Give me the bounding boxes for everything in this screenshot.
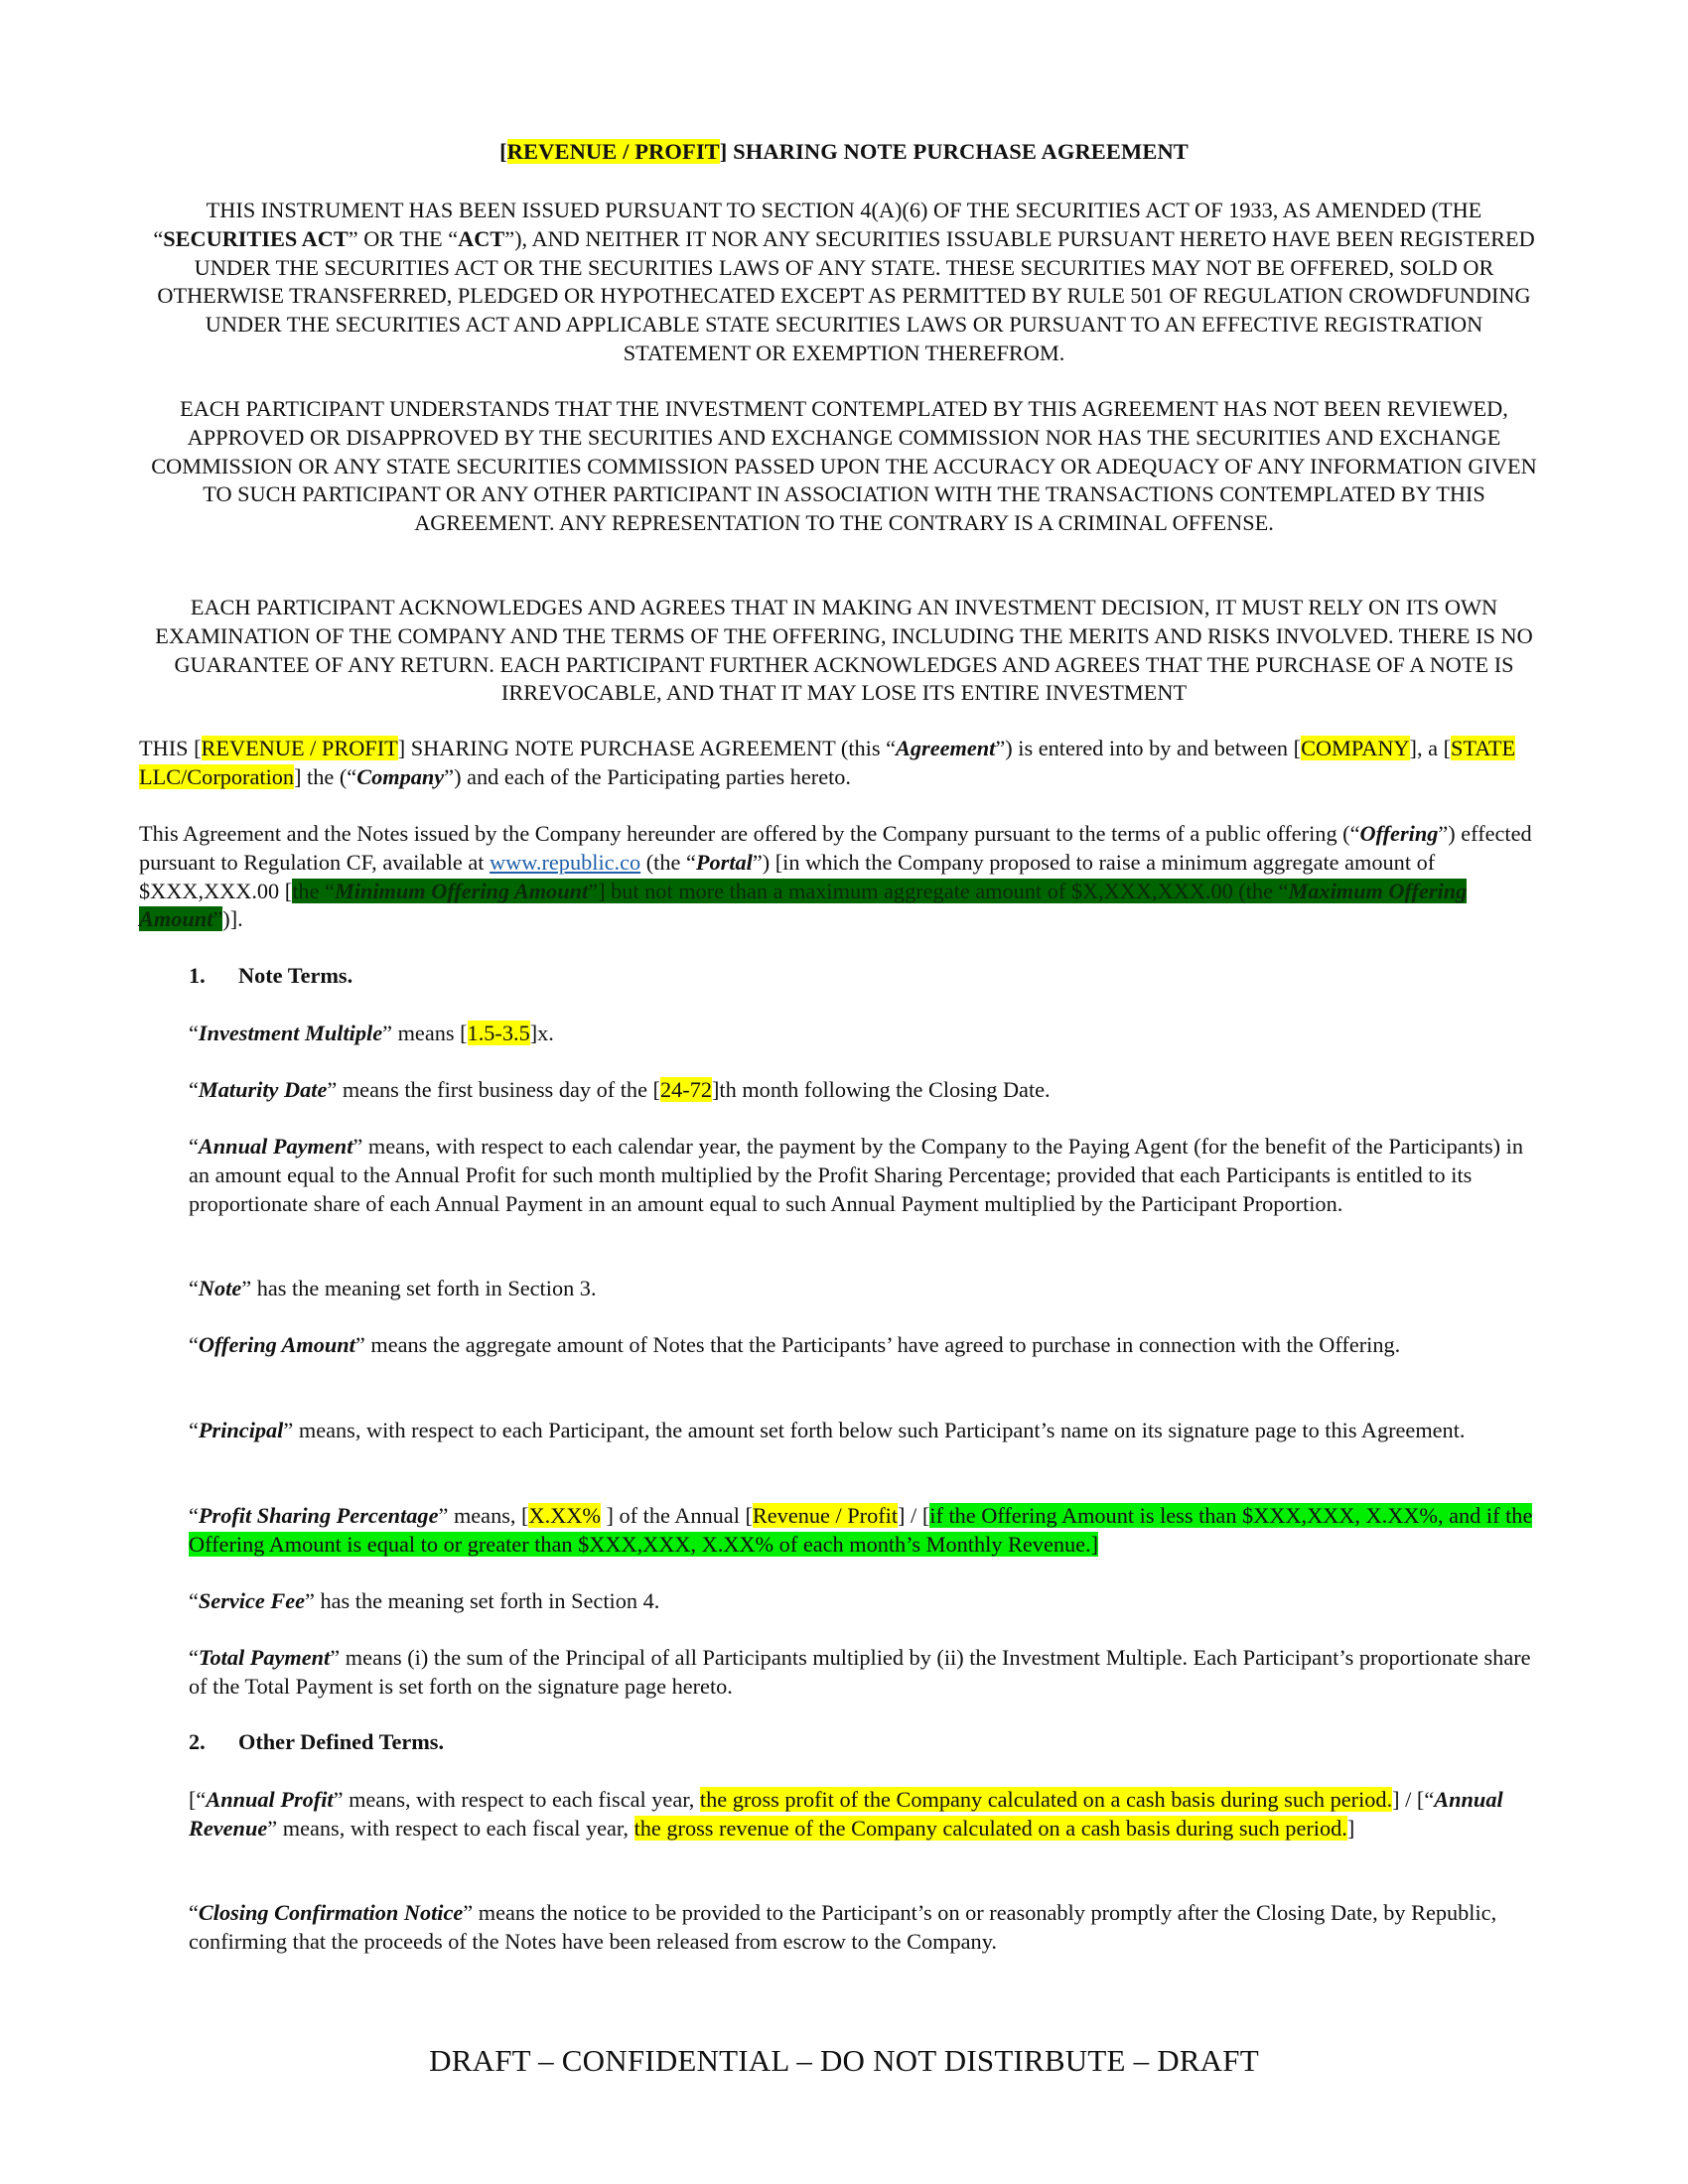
definition-service-fee: “Service Fee” has the meaning set forth in Section 4.	[189, 1588, 660, 1613]
definition-note: “Note” has the meaning set forth in Section 3.	[189, 1276, 597, 1300]
definition-profit-sharing-percentage: “Profit Sharing Percentage” means, [X.XX% ] of the Annual [Revenue / Profit] / [if the Offering Amount is less than $XXX,XXX, X.XX%, and if the Offering Amount is equal to or greater than $XXX,XXX, X.XX% of each month’s Monthly Revenue.]	[189, 1503, 1533, 1557]
republic-portal-link[interactable]: www.republic.co	[490, 849, 641, 875]
definition-investment-multiple: “Investment Multiple” means [1.5-3.5]x.	[189, 1021, 554, 1045]
definition-maturity-date: “Maturity Date” means the first business day of the [24-72]th month following the Closing Date.	[189, 1077, 1051, 1102]
title-placeholder-highlight: REVENUE / PROFIT	[506, 139, 720, 164]
intro-paragraph: THIS [REVENUE / PROFIT] SHARING NOTE PURCHASE AGREEMENT (this “Agreement”) is entered into by and between [COMPANY], a [STATE LLC/Corporation] the (“Company”) and each of the Participating parties hereto.	[139, 736, 1516, 789]
definition-annual-profit-revenue: [“Annual Profit” means, with respect to each fiscal year, the gross profit of the Company calculated on a cash basis during such period.] / [“Annual Revenue” means, with respect to each fiscal year, the gross revenue of the Company calculated on a cash basis during such period.]	[189, 1787, 1503, 1841]
offering-paragraph: This Agreement and the Notes issued by the Company hereunder are offered by the Company pursuant to the terms of a public offering (“Offering”) effected pursuant to Regulation CF, available at www.republic.co (the “Portal”) [in which the Company proposed to raise a minimum aggregate amount of $XXX,XXX.00 [the “Minimum Offering Amount”] but not more than a maximum aggregate amount of $X,XXX,XXX.00 (the “Maximum Offering Amount”)].	[139, 821, 1532, 932]
definition-closing-confirmation-notice: “Closing Confirmation Notice” means the notice to be provided to the Participant’s on or reasonably promptly after the Closing Date, by Republic, confirming that the proceeds of the Notes have been released from escrow to the Company.	[189, 1900, 1497, 1954]
offering-amount-highlight: the “Minimum Offering Amount”] but not more than a maximum aggregate amount of $X,XXX,XXX.00 (the “Maximum Offering Amount”	[139, 878, 1468, 932]
sec-review-legend: EACH PARTICIPANT UNDERSTANDS THAT THE INVESTMENT CONTEMPLATED BY THIS AGREEMENT HAS NOT BEEN REVIEWED, APPROVED OR DISAPPROVED BY THE SECURITIES AND EXCHANGE COMMISSION NOR HAS THE SECURITIES AND EXCHANGE COMMISSION OR ANY STATE SECURITIES COMMISSION PASSED UPON THE ACCURACY OR ADEQUACY OF ANY INFORMATION GIVEN TO SUCH PARTICIPANT OR ANY OTHER PARTICIPANT IN ASSOCIATION WITH THE TRANSACTIONS CONTEMPLATED BY THIS AGREEMENT. ANY REPRESENTATION TO THE CONTRARY IS A CRIMINAL OFFENSE.	[151, 396, 1537, 536]
definition-principal: “Principal” means, with respect to each Participant, the amount set forth below such Participant’s name on its signature page to this Agreement.	[189, 1418, 1466, 1442]
definition-annual-payment: “Annual Payment” means, with respect to each calendar year, the payment by the Company to the Paying Agent (for the benefit of the Participants) in an amount equal to the Annual Profit for such month multiplied by the Profit Sharing Percentage; provided that each Participants is entitled to its proportionate share of each Annual Payment in an amount equal to such Annual Payment multiplied by the Participant Proportion.	[189, 1134, 1524, 1216]
section-2-heading: 2. Other Defined Terms.	[189, 1729, 445, 1754]
draft-footer: DRAFT – CONFIDENTIAL – DO NOT DISTIRBUTE – DRAFT	[429, 2043, 1259, 2078]
definition-offering-amount: “Offering Amount” means the aggregate amount of Notes that the Participants’ have agreed to purchase in connection with the Offering.	[189, 1332, 1401, 1357]
risk-acknowledgement-legend: EACH PARTICIPANT ACKNOWLEDGES AND AGREES THAT IN MAKING AN INVESTMENT DECISION, IT MUST RELY ON ITS OWN EXAMINATION OF THE COMPANY AND THE TERMS OF THE OFFERING, INCLUDING THE MERITS AND RISKS INVOLVED. THERE IS NO GUARANTEE OF ANY RETURN. EACH PARTICIPANT FURTHER ACKNOWLEDGES AND AGREES THAT THE PURCHASE OF A NOTE IS IRREVOCABLE, AND THAT IT MAY LOSE ITS ENTIRE INVESTMENT	[155, 595, 1533, 706]
definition-total-payment: “Total Payment” means (i) the sum of the Principal of all Participants multiplied by (ii) the Investment Multiple. Each Participant’s proportionate share of the Total Payment is set forth on the signature page hereto.	[189, 1645, 1531, 1699]
page-title: [REVENUE / PROFIT] SHARING NOTE PURCHASE AGREEMENT	[499, 139, 1189, 164]
section-1-heading: 1. Note Terms.	[189, 963, 353, 988]
securities-legend: THIS INSTRUMENT HAS BEEN ISSUED PURSUANT TO SECTION 4(A)(6) OF THE SECURITIES ACT OF 1933, AS AMENDED (THE “SECURITIES ACT” OR THE “ACT”), AND NEITHER IT NOR ANY SECURITIES ISSUABLE PURSUANT HERETO HAVE BEEN REGISTERED UNDER THE SECURITIES ACT OR THE SECURITIES LAWS OF ANY STATE. THESE SECURITIES MAY NOT BE OFFERED, SOLD OR OTHERWISE TRANSFERRED, PLEDGED OR HYPOTHECATED EXCEPT AS PERMITTED BY RULE 501 OF REGULATION CROWDFUNDING UNDER THE SECURITIES ACT AND APPLICABLE STATE SECURITIES LAWS OR PURSUANT TO AN EFFECTIVE REGISTRATION STATEMENT OR EXEMPTION THEREFROM.	[153, 198, 1535, 365]
